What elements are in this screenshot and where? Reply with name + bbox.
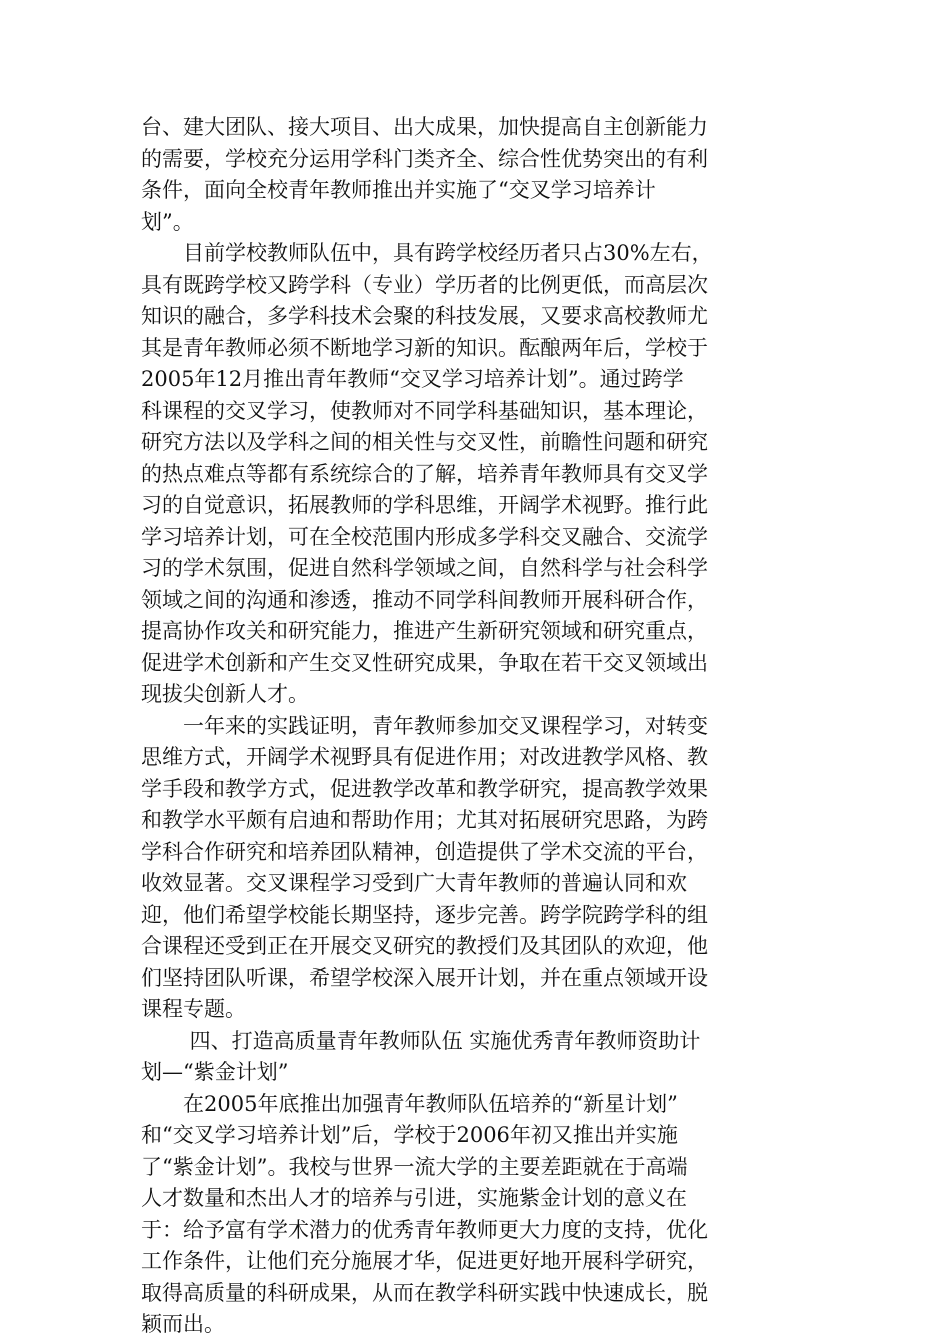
text-line: 条件，面向全校青年教师推出并实施了“交叉学习培养计: [141, 178, 656, 202]
text-line: 和“交叉学习培养计划”后，学校于2006年初又推出并实施: [141, 1123, 678, 1147]
text-line: 迎，他们希望学校能长期坚持，逐步完善。跨学院跨学科的组: [141, 902, 708, 927]
text-line: 收效显著。交叉课程学习受到广大青年教师的普遍认同和欢: [141, 871, 687, 895]
text-line: 划”。: [141, 209, 194, 234]
text-line: 学手段和教学方式，促进教学改革和教学研究，提高教学效果: [141, 776, 708, 801]
text-line: 科课程的交叉学习，使教师对不同学科基础知识，基本理论，: [141, 398, 708, 423]
text-line: 合课程还受到正在开展交叉研究的教授们及其团队的欢迎，他: [141, 934, 708, 958]
text-line: 目前学校教师队伍中，具有跨学校经历者只占30%左右，: [141, 241, 713, 265]
text-line: 领域之间的沟通和渗透，推动不同学科间教师开展科研合作，: [141, 587, 708, 612]
text-line: 颖而出。: [141, 1312, 225, 1336]
text-line: 的需要，学校充分运用学科门类齐全、综合性优势突出的有利: [141, 146, 708, 171]
text-line: 现拔尖创新人才。: [141, 682, 309, 706]
text-line: 习的自觉意识，拓展教师的学科思维，开阔学术视野。推行此: [141, 493, 708, 517]
text-line: 四、打造高质量青年教师队伍 实施优秀青年教师资助计: [141, 1028, 701, 1053]
text-line: 划—“紫金计划”: [141, 1060, 289, 1084]
text-line: 人才数量和杰出人才的培养与引进，实施紫金计划的意义在: [141, 1186, 687, 1210]
text-line: 和教学水平颇有启迪和帮助作用；尤其对拓展研究思路，为跨: [141, 808, 708, 832]
text-line: 于：给予富有学术潜力的优秀青年教师更大力度的支持，优化: [141, 1217, 708, 1242]
text-line: 研究方法以及学科之间的相关性与交叉性，前瞻性问题和研究: [141, 430, 708, 454]
text-line: 在2005年底推出加强青年教师队伍培养的“新星计划”: [141, 1091, 678, 1116]
text-line: 2005年12月推出青年教师“交叉学习培养计划”。通过跨学: [141, 367, 684, 391]
text-line: 的热点难点等都有系统综合的了解，培养青年教师具有交叉学: [141, 461, 708, 486]
text-line: 习的学术氛围，促进自然科学领域之间，自然科学与社会科学: [141, 556, 708, 580]
text-line: 一年来的实践证明，青年教师参加交叉课程学习，对转变: [141, 713, 708, 738]
text-line: 学科合作研究和培养团队精神，创造提供了学术交流的平台，: [141, 839, 708, 864]
text-line: 们坚持团队听课，希望学校深入展开计划，并在重点领域开设: [141, 965, 708, 990]
text-line: 思维方式，开阔学术视野具有促进作用；对改进教学风格、教: [141, 745, 708, 769]
text-line: 了“紫金计划”。我校与世界一流大学的主要差距就在于高端: [141, 1154, 688, 1179]
text-line: 台、建大团队、接大项目、出大成果，加快提高自主创新能力: [141, 115, 708, 139]
text-line: 知识的融合，多学科技术会聚的科技发展，又要求高校教师尤: [141, 304, 708, 328]
text-line: 课程专题。: [141, 997, 246, 1021]
body-text: [141, 112, 741, 1341]
text-line: 促进学术创新和产生交叉性研究成果，争取在若干交叉领域出: [141, 650, 708, 675]
text-line: 取得高质量的科研成果，从而在教学科研实践中快速成长，脱: [141, 1280, 708, 1305]
text-line: 工作条件，让他们充分施展才华，促进更好地开展科学研究，: [141, 1249, 708, 1273]
text-line: 提高协作攻关和研究能力，推进产生新研究领域和研究重点，: [141, 619, 708, 643]
text-line: 具有既跨学校又跨学科（专业）学历者的比例更低，而高层次: [141, 272, 708, 297]
text-line: 学习培养计划，可在全校范围内形成多学科交叉融合、交流学: [141, 524, 708, 549]
text-line: 其是青年教师必须不断地学习新的知识。酝酿两年后，学校于: [141, 335, 708, 360]
